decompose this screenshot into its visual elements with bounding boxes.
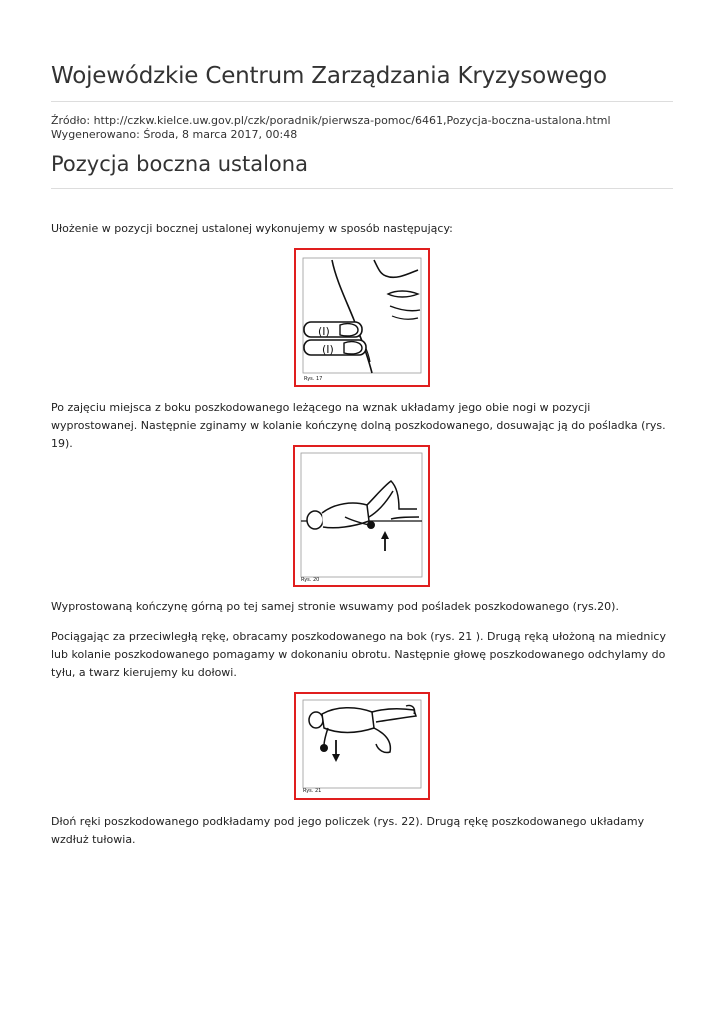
generated-date: Wygenerowano: Środa, 8 marca 2017, 00:48: [51, 128, 298, 141]
paragraph-intro: Ułożenie w pozycji bocznej ustalonej wykonujemy w sposób następujący:: [51, 222, 453, 235]
paragraph-step-4: Dłoń ręki poszkodowanego podkładamy pod jego policzek (rys. 22). Drugą rękę poszkodowanego układamy wzdłuż tułowia.: [51, 815, 645, 846]
site-title: Wojewódzkie Centrum Zarządzania Kryzysowego: [51, 63, 607, 89]
knee-bent-illustration: [295, 447, 428, 585]
article-title: Pozycja boczna ustalona: [51, 152, 308, 176]
title-divider: [51, 188, 673, 189]
figure-roll-over: [294, 692, 430, 800]
paragraph-step-3: Pociągając za przeciwległą rękę, obracamy poszkodowanego na bok (rys. 21 ). Drugą ręką ułożoną na miednicy lub kolanie poszkodowanego pomagamy w dokonaniu obrotu. Następnie głowę poszkodowanego odchylamy do tyłu, a twarz kierujemy ku dołowi.: [51, 630, 666, 679]
svg-text:(I): (I): [318, 325, 330, 338]
source-url[interactable]: Źródło: http://czkw.kielce.uw.gov.pl/czk/poradnik/pierwsza-pomoc/6461,Pozycja-boczna-ustalona.html: [51, 114, 611, 127]
figure-pulse-check: [294, 248, 430, 387]
paragraph-step-1: Po zajęciu miejsca z boku poszkodowanego leżącego na wznak układamy jego obie nogi w pozycji wyprostowanej. Następnie zginamy w kolanie kończynę dolną poszkodowanego, dosuwając ją do pośladka (rys. 19).: [51, 401, 666, 450]
figure-caption: Rys. 21: [303, 788, 322, 794]
svg-text:(I): (I): [322, 343, 334, 356]
source-meta: [51, 114, 611, 142]
roll-over-illustration: [296, 694, 428, 798]
figure-caption: Rys. 17: [304, 376, 323, 382]
figure-caption: Rys. 20: [301, 577, 320, 583]
header-divider: [51, 101, 673, 102]
paragraph-step-2: Wyprostowaną kończynę górną po tej samej stronie wsuwamy pod pośladek poszkodowanego (rys.20).: [51, 600, 619, 613]
pulse-check-illustration: [296, 250, 428, 385]
figure-knee-bent: [293, 445, 430, 587]
